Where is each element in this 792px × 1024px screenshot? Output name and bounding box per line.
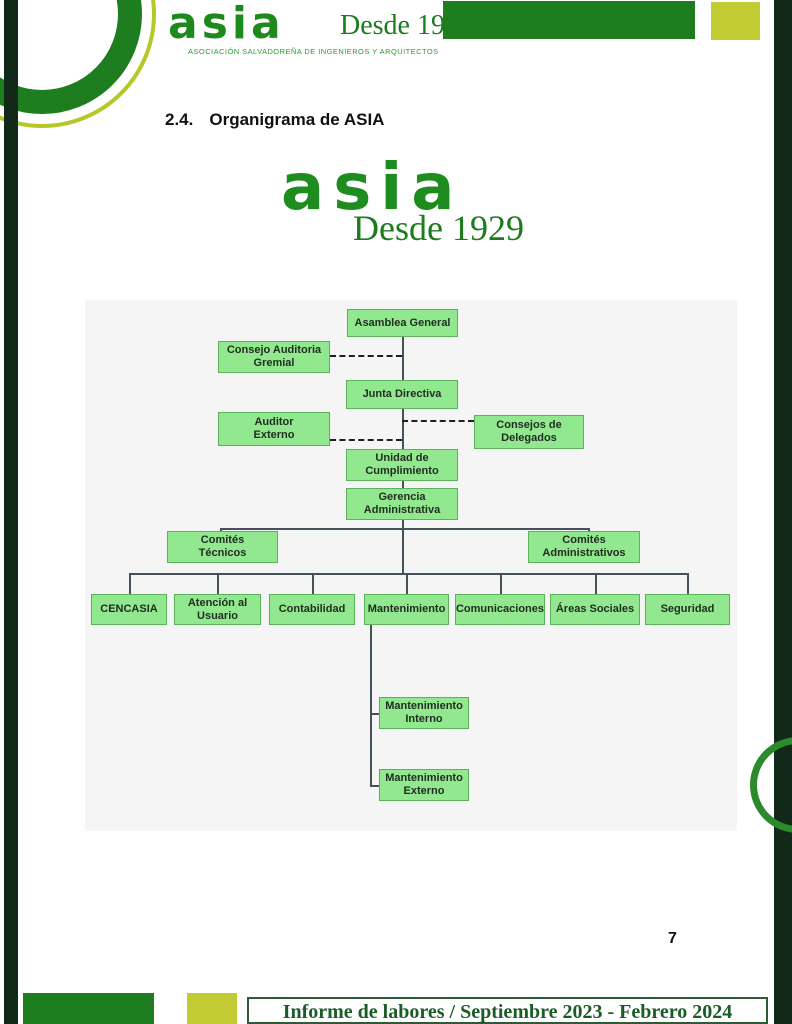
org-node-label: Comunicaciones: [455, 603, 545, 616]
org-node-mantenimiento: [364, 594, 449, 625]
org-node-unidad-de-cumplimiento: [346, 449, 458, 481]
connector-stub-mant-externo: [370, 785, 379, 787]
dashed-connector-consejo-auditoria: [330, 355, 402, 357]
dashed-connector-consejos-delegados: [402, 420, 474, 422]
section-title: Organigrama de ASIA: [209, 110, 385, 129]
connector-asamblea-junta: [402, 337, 404, 380]
footer-green-bar: [23, 993, 154, 1024]
connector-drop-mantenimiento: [406, 573, 408, 594]
org-node-label: Comités Administrativos: [542, 534, 626, 559]
header-logo-subtitle: ASOCIACIÓN SALVADOREÑA DE INGENIEROS Y ARQUITECTOS: [188, 47, 439, 56]
connector-stub-mant-interno: [370, 713, 379, 715]
org-node-label: Gerencia Administrativa: [363, 491, 441, 516]
connector-comites-branch: [220, 528, 588, 530]
header-green-bar: [443, 1, 695, 39]
org-node-mantenimiento-externo: [379, 769, 469, 801]
org-node-areas-sociales: [550, 594, 640, 625]
footer-yellow-square: [187, 993, 237, 1024]
connector-drop-comunicaciones: [500, 573, 502, 594]
org-node-label: Mantenimiento Externo: [385, 772, 463, 797]
section-number: 2.4.: [165, 110, 194, 129]
right-edge-dark-bar: [774, 0, 792, 1024]
org-node-cencasia: [91, 594, 167, 625]
org-node-consejos-de-delegados: [474, 415, 584, 449]
org-node-asamblea-general: [347, 309, 458, 337]
connector-mantenimiento-subtree: [370, 625, 372, 786]
connector-drop-cencasia: [129, 573, 131, 594]
org-node-label: Junta Directiva: [362, 388, 442, 401]
connector-drop-contabilidad: [312, 573, 314, 594]
org-node-label: Asamblea General: [354, 316, 451, 329]
org-node-gerencia-administrativa: [346, 488, 458, 520]
org-node-label: CENCASIA: [100, 603, 158, 616]
page-number: 7: [668, 930, 677, 947]
org-node-mantenimiento-interno: [379, 697, 469, 729]
connector-junta-unidad: [402, 409, 404, 449]
org-node-label: Áreas Sociales: [555, 603, 635, 616]
dashed-connector-auditor-externo: [330, 439, 402, 441]
footer-title: Informe de labores / Septiembre 2023 - Febrero 2024: [282, 1001, 733, 1023]
connector-drop-atencion: [217, 573, 219, 594]
org-node-contabilidad: [269, 594, 355, 625]
org-node-label: Auditor Externo: [253, 416, 295, 441]
org-node-consejo-auditoria-gremial: [218, 341, 330, 373]
connector-bottom-branch: [129, 573, 688, 575]
section-heading: [165, 110, 384, 130]
org-node-seguridad: [645, 594, 730, 625]
org-node-label: Mantenimiento: [367, 603, 446, 616]
org-node-comites-tecnicos: [167, 531, 278, 563]
header-yellow-square: [711, 2, 760, 40]
header-asia-logo: asia: [168, 0, 285, 49]
center-logo-tagline: Desde 1929: [353, 208, 524, 248]
right-edge-green-ring-decoration: [750, 737, 792, 833]
org-node-comites-administrativos: [528, 531, 640, 563]
org-node-label: Atención al Usuario: [187, 596, 248, 622]
center-asia-logo: asia: [281, 151, 464, 225]
org-node-label: Comités Técnicos: [198, 534, 247, 559]
org-node-label: Contabilidad: [278, 603, 346, 616]
org-node-label: Consejos de Delegados: [496, 419, 562, 444]
org-node-junta-directiva: [346, 380, 458, 409]
connector-drop-areas-sociales: [595, 573, 597, 594]
top-left-yellow-ring-decoration: [0, 0, 156, 128]
org-node-atencion-al-usuario: [174, 594, 261, 625]
org-node-label: Mantenimiento Interno: [385, 700, 463, 725]
org-node-label: Unidad de Cumplimiento: [365, 452, 439, 477]
org-node-comunicaciones: [455, 594, 545, 625]
connector-unidad-gerencia: [402, 481, 404, 488]
left-edge-dark-bar: [4, 0, 18, 1024]
org-node-label: Consejo Auditoria Gremial: [226, 344, 322, 369]
footer-title-box: [247, 997, 768, 1024]
header-logo-tagline: Desde 1929: [340, 10, 473, 41]
connector-drop-seguridad: [687, 573, 689, 594]
org-node-auditor-externo: [218, 412, 330, 446]
org-node-label: Seguridad: [660, 603, 715, 616]
